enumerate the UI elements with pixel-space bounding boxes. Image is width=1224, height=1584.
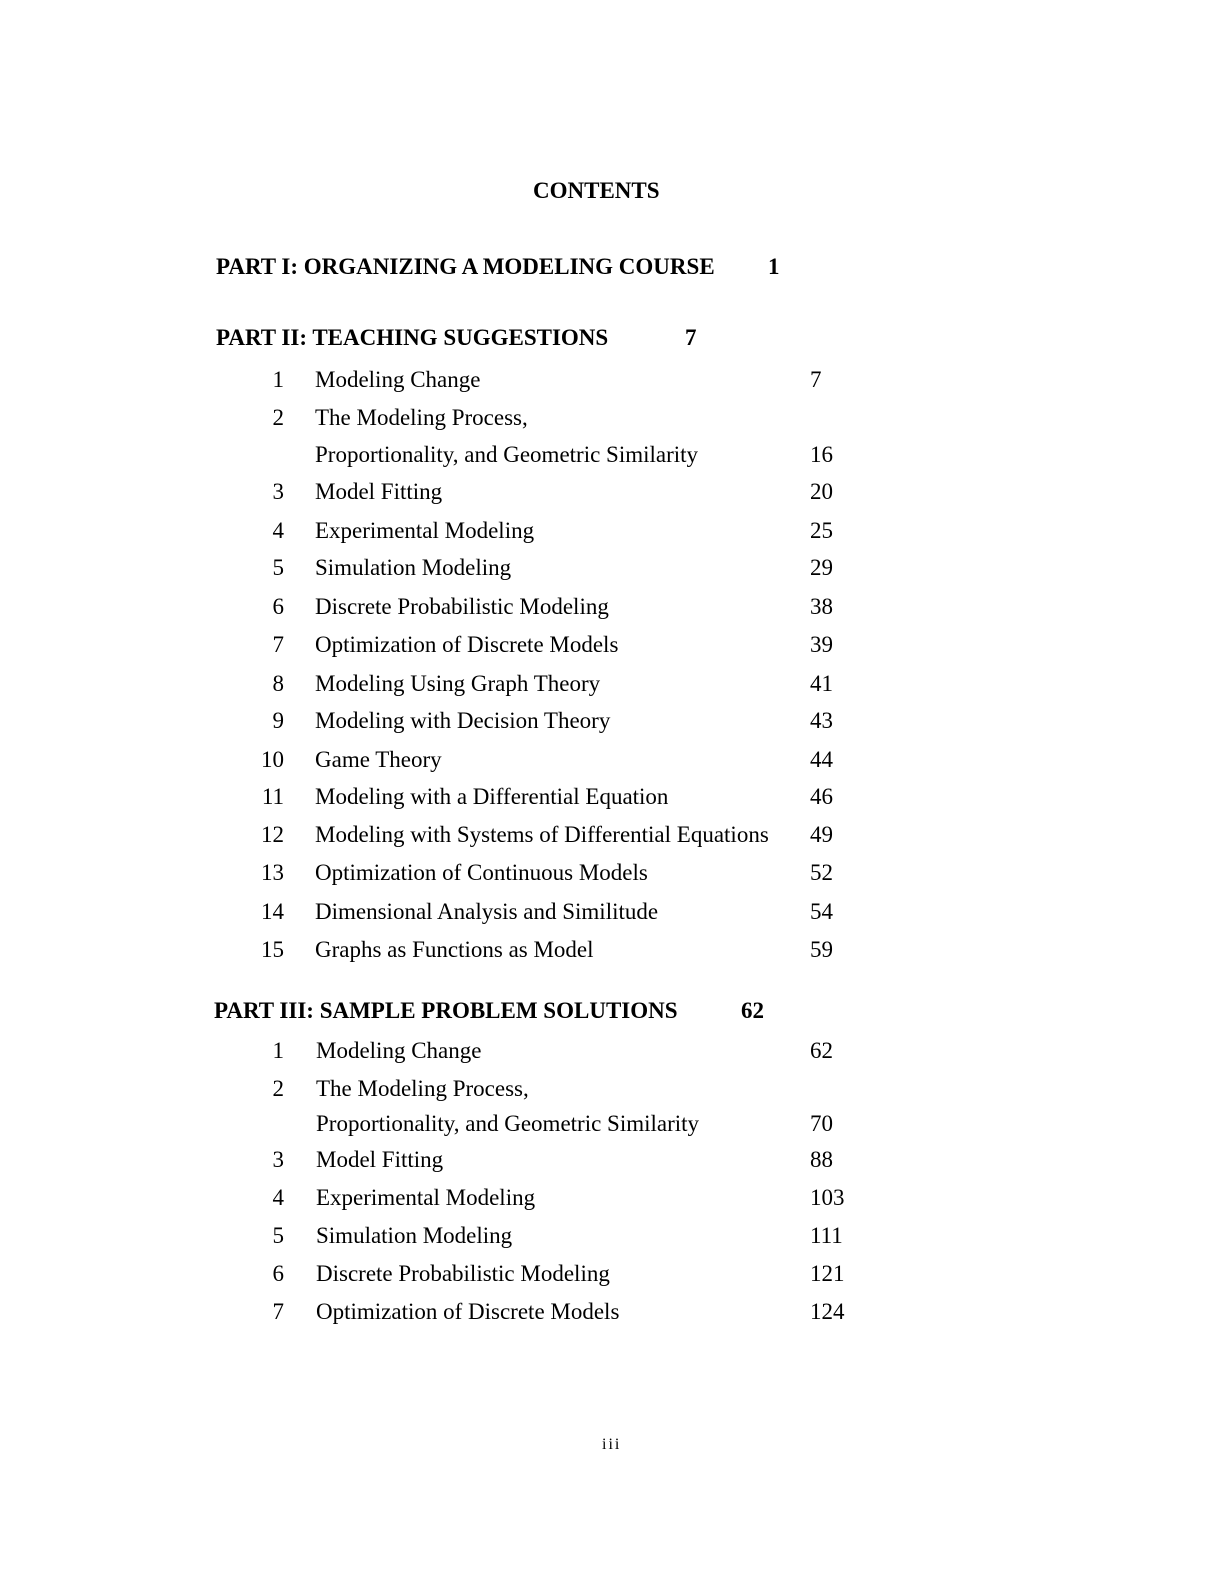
chapter-title: Simulation Modeling [315, 555, 512, 580]
chapter-number: 11 [261, 784, 284, 809]
chapter-page: 111 [810, 1223, 843, 1248]
chapter-number: 6 [272, 1261, 284, 1286]
part-2-label: PART II: TEACHING SUGGESTIONS [216, 325, 609, 350]
chapter-number: 1 [272, 367, 284, 392]
chapter-page: 103 [810, 1185, 845, 1210]
chapter-page: 39 [810, 632, 833, 657]
chapter-page: 46 [810, 784, 833, 809]
chapter-title: The Modeling Process, [315, 405, 528, 430]
chapter-page: 59 [810, 937, 833, 962]
chapter-title: Modeling Using Graph Theory [315, 671, 601, 696]
chapter-title: Modeling Change [316, 1038, 482, 1063]
chapter-title: Modeling with Systems of Differential Equations [315, 822, 769, 847]
chapter-title: Experimental Modeling [316, 1185, 536, 1210]
chapter-number: 13 [261, 860, 284, 885]
chapter-number: 1 [272, 1038, 284, 1063]
part-3-page: 62 [741, 998, 764, 1023]
chapter-title: Dimensional Analysis and Similitude [315, 899, 659, 924]
chapter-number: 6 [272, 594, 284, 619]
chapter-page: 44 [810, 747, 833, 772]
chapter-title-continued: Proportionality, and Geometric Similarity [315, 442, 699, 467]
chapter-page: 41 [810, 671, 833, 696]
chapter-page: 20 [810, 479, 833, 504]
chapter-title: Model Fitting [315, 479, 443, 504]
chapter-number: 3 [272, 479, 284, 504]
chapter-title: Game Theory [315, 747, 442, 772]
chapter-title-continued: Proportionality, and Geometric Similarity [316, 1111, 700, 1136]
chapter-title: Model Fitting [316, 1147, 444, 1172]
chapter-page: 52 [810, 860, 833, 885]
chapter-page: 124 [810, 1299, 845, 1324]
part-3-heading [214, 998, 678, 1024]
part-2-heading [216, 325, 608, 351]
part-2-page: 7 [685, 325, 697, 350]
chapter-number: 5 [272, 1223, 284, 1248]
page-number: iii [602, 1436, 622, 1453]
chapter-number: 2 [272, 405, 284, 430]
chapter-title: Optimization of Discrete Models [316, 1299, 620, 1324]
chapter-page: 25 [810, 518, 833, 543]
part-1-page: 1 [768, 254, 780, 279]
chapter-page: 7 [810, 367, 822, 392]
chapter-title: Optimization of Discrete Models [315, 632, 619, 657]
chapter-number: 8 [272, 671, 284, 696]
chapter-page: 49 [810, 822, 833, 847]
chapter-page: 29 [810, 555, 833, 580]
chapter-number: 14 [261, 899, 284, 924]
chapter-number: 4 [272, 518, 284, 543]
chapter-number: 7 [272, 632, 284, 657]
chapter-title: Simulation Modeling [316, 1223, 513, 1248]
chapter-title: Modeling with Decision Theory [315, 708, 611, 733]
chapter-number: 15 [261, 937, 284, 962]
chapter-page: 16 [810, 442, 833, 467]
chapter-title: Discrete Probabilistic Modeling [316, 1261, 610, 1286]
chapter-page: 70 [810, 1111, 833, 1136]
contents-heading: CONTENTS [533, 178, 660, 203]
chapter-title: Optimization of Continuous Models [315, 860, 648, 885]
chapter-title: The Modeling Process, [316, 1076, 529, 1101]
part-3-label: PART III: SAMPLE PROBLEM SOLUTIONS [214, 998, 678, 1023]
chapter-number: 3 [272, 1147, 284, 1172]
chapter-page: 88 [810, 1147, 833, 1172]
chapter-number: 2 [272, 1076, 284, 1101]
chapter-title: Modeling with a Differential Equation [315, 784, 669, 809]
chapter-number: 9 [272, 708, 284, 733]
part-1-label: PART I: ORGANIZING A MODELING COURSE [216, 254, 715, 279]
chapter-page: 54 [810, 899, 833, 924]
chapter-number: 4 [272, 1185, 284, 1210]
chapter-number: 10 [261, 747, 284, 772]
chapter-title: Modeling Change [315, 367, 481, 392]
chapter-title: Experimental Modeling [315, 518, 535, 543]
chapter-page: 38 [810, 594, 833, 619]
chapter-title: Discrete Probabilistic Modeling [315, 594, 609, 619]
chapter-page: 62 [810, 1038, 833, 1063]
chapter-number: 5 [272, 555, 284, 580]
part-1-heading [216, 254, 715, 280]
chapter-title: Graphs as Functions as Model [315, 937, 594, 962]
chapter-number: 12 [261, 822, 284, 847]
chapter-page: 43 [810, 708, 833, 733]
chapter-page: 121 [810, 1261, 845, 1286]
chapter-number: 7 [272, 1299, 284, 1324]
